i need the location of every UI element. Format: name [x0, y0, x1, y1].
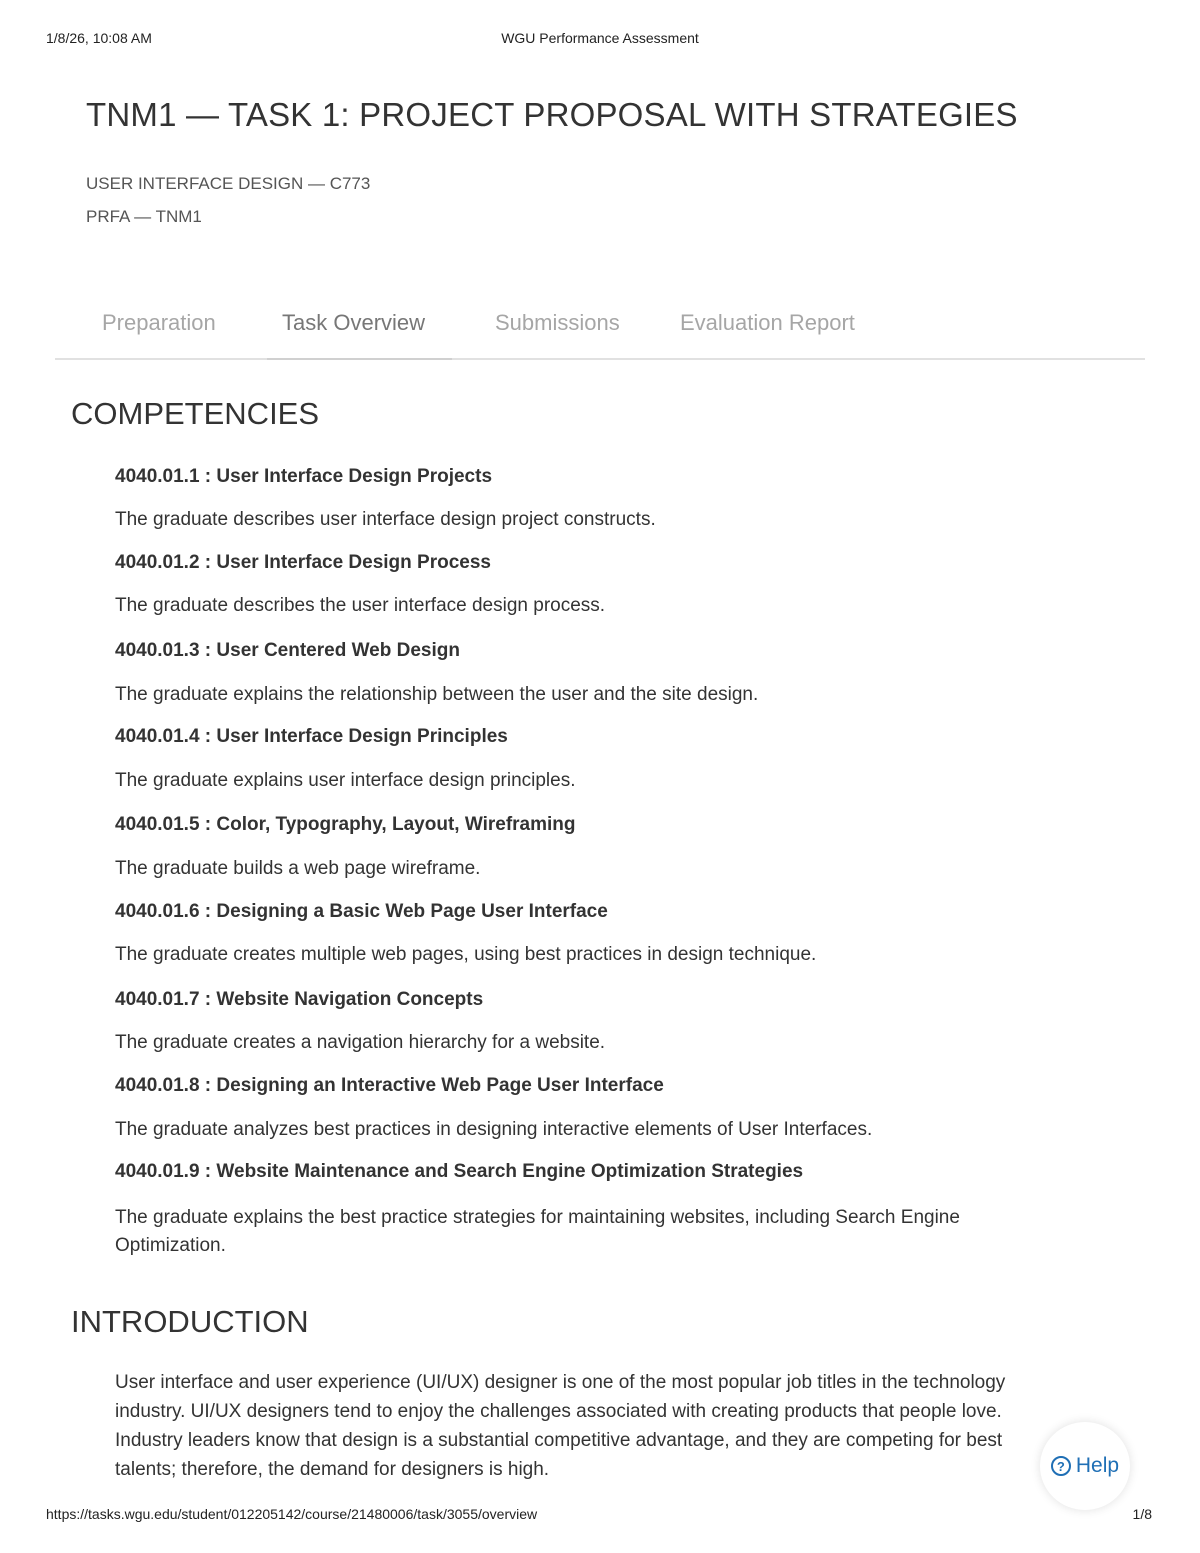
competency-title: 4040.01.9 : Website Maintenance and Search Engine Optimization Strategies	[115, 1161, 804, 1182]
print-url: https://tasks.wgu.edu/student/012205142/course/21480006/task/3055/overview	[46, 1506, 538, 1522]
help-icon: ?	[1051, 1456, 1071, 1476]
competency-title: 4040.01.2 : User Interface Design Process	[115, 552, 491, 573]
assessment-code: PRFA — TNM1	[86, 207, 202, 226]
print-footer	[0, 1506, 1200, 1526]
tab-preparation[interactable]: Preparation	[102, 310, 216, 335]
competency-description: The graduate describes the user interface design process.	[115, 595, 606, 616]
help-button[interactable]	[1040, 1422, 1130, 1510]
print-datetime: 1/8/26, 10:08 AM	[46, 30, 152, 46]
competency-title: 4040.01.4 : User Interface Design Principles	[115, 726, 508, 747]
print-page-number: 1/8	[1132, 1506, 1152, 1522]
help-label: Help	[1075, 1454, 1120, 1477]
competency-description: The graduate analyzes best practices in designing interactive elements of User Interfaces.	[115, 1119, 873, 1140]
print-header	[0, 30, 1200, 50]
competency-description: The graduate explains the relationship between the user and the site design.	[115, 684, 759, 705]
introduction-text: User interface and user experience (UI/UX) designer is one of the most popular job titles in the technology industry. UI/UX designers tend to enjoy the challenges associated with creating products that people love. Industry leaders know that design is a substantial competitive advantage, and they are competing for best talents; therefore, the demand for designers is high.	[115, 1372, 1006, 1480]
competency-title: 4040.01.6 : Designing a Basic Web Page User Interface	[115, 901, 608, 922]
competency-description: The graduate describes user interface design project constructs.	[115, 509, 656, 530]
page-title: TNM1 — TASK 1: PROJECT PROPOSAL WITH STRATEGIES	[86, 96, 1018, 133]
competency-title: 4040.01.3 : User Centered Web Design	[115, 640, 460, 661]
competency-title: 4040.01.8 : Designing an Interactive Web Page User Interface	[115, 1075, 664, 1096]
tab-bar	[55, 298, 1145, 360]
competency-description: The graduate explains user interface design principles.	[115, 770, 576, 791]
competency-description: The graduate creates a navigation hierarchy for a website.	[115, 1032, 606, 1053]
competency-description: The graduate explains the best practice strategies for maintaining websites, including Search Engine Optimization.	[115, 1207, 960, 1256]
tab-submissions[interactable]: Submissions	[495, 310, 620, 335]
active-tab-indicator	[267, 358, 452, 360]
competency-description: The graduate builds a web page wireframe.	[115, 858, 481, 879]
tab-evaluation-report[interactable]: Evaluation Report	[680, 310, 855, 335]
competencies-heading: COMPETENCIES	[71, 396, 320, 431]
print-page-title: WGU Performance Assessment	[501, 30, 699, 46]
course-name: USER INTERFACE DESIGN — C773	[86, 174, 371, 193]
introduction-heading: INTRODUCTION	[71, 1304, 309, 1339]
competency-title: 4040.01.7 : Website Navigation Concepts	[115, 989, 484, 1010]
competency-description: The graduate creates multiple web pages, using best practices in design technique.	[115, 944, 817, 965]
tab-task-overview[interactable]: Task Overview	[282, 310, 426, 335]
competency-title: 4040.01.5 : Color, Typography, Layout, Wireframing	[115, 814, 576, 835]
competency-title: 4040.01.1 : User Interface Design Projects	[115, 466, 493, 487]
